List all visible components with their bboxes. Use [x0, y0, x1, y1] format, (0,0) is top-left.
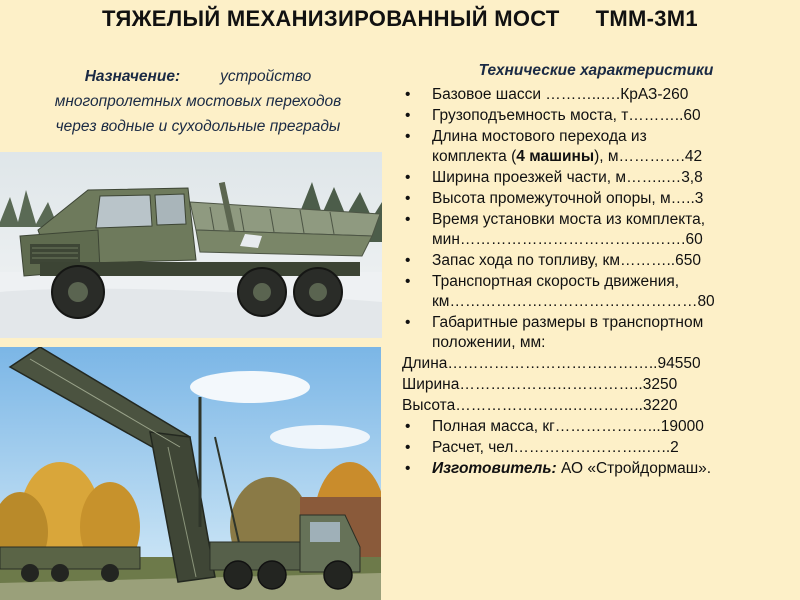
spec-dims-line1: • Габаритные размеры в транспортном	[432, 314, 704, 331]
spec-install-line2: мин……………………………….…….60	[432, 231, 703, 248]
truck-photo	[0, 152, 382, 338]
spec-speed-line1: • Транспортная скорость движения,	[432, 273, 680, 290]
spec-length	[402, 127, 794, 167]
purpose-line3: через водные и суходольные преграды	[55, 118, 341, 135]
spec-width: • Ширина проезжей части, м……..…3,8	[402, 168, 794, 188]
title-main: ТЯЖЕЛЫЙ МЕХАНИЗИРОВАННЫЙ МОСТ	[102, 6, 560, 31]
spec-chassis: • Базовое шасси ………..….КрАЗ-260	[402, 85, 794, 105]
spec-maker	[402, 459, 794, 479]
spec-maker-label: Изготовитель:	[432, 460, 557, 477]
spec-install	[402, 210, 794, 250]
spec-capacity: • Грузоподъемность моста, т………..60	[402, 106, 794, 126]
spec-install-line1: • Время установки моста из комплекта,	[432, 211, 706, 228]
spec-length-pre: комплекта (	[432, 148, 517, 165]
spec-length-post: ), м………….42	[594, 148, 703, 165]
bridge-deploy-photo	[0, 347, 381, 600]
spec-dim-height: Высота…………………..…………..3220	[402, 397, 678, 414]
spec-crew: • Расчет, чел……………………..…..2	[402, 438, 794, 458]
title-model: ТММ-3М1	[595, 6, 698, 31]
spec-dimensions	[402, 313, 794, 353]
page-title	[0, 6, 800, 32]
spec-fuel: • Запас хода по топливу, км………..650	[402, 251, 794, 271]
spec-dims-line2: положении, мм:	[432, 334, 546, 351]
purpose-line2: многопролетных мостовых переходов	[54, 93, 342, 110]
spec-length-line1: • Длина мостового перехода из	[432, 128, 647, 145]
spec-support: • Высота промежуточной опоры, м…..3	[402, 189, 794, 209]
spec-dim-width: Ширина……………….……………..3250	[402, 376, 678, 393]
spec-speed	[402, 272, 794, 312]
purpose-block	[4, 64, 392, 139]
bridge-illustration	[0, 347, 381, 600]
specs-heading: Технические характеристики	[478, 62, 714, 79]
spec-speed-line2: км…………………………………………80	[432, 293, 715, 310]
purpose-label: Назначение:	[84, 68, 181, 85]
truck-illustration	[0, 152, 382, 338]
spec-length-bold: 4 машины	[516, 148, 595, 165]
spec-maker-value: АО «Стройдормаш».	[556, 460, 712, 477]
purpose-line1: устройство	[220, 68, 312, 85]
spec-mass: • Полная масса, кг………………...19000	[402, 417, 794, 437]
spec-dim-length: Длина…………………………………..94550	[402, 355, 701, 372]
specs-list	[402, 85, 794, 480]
